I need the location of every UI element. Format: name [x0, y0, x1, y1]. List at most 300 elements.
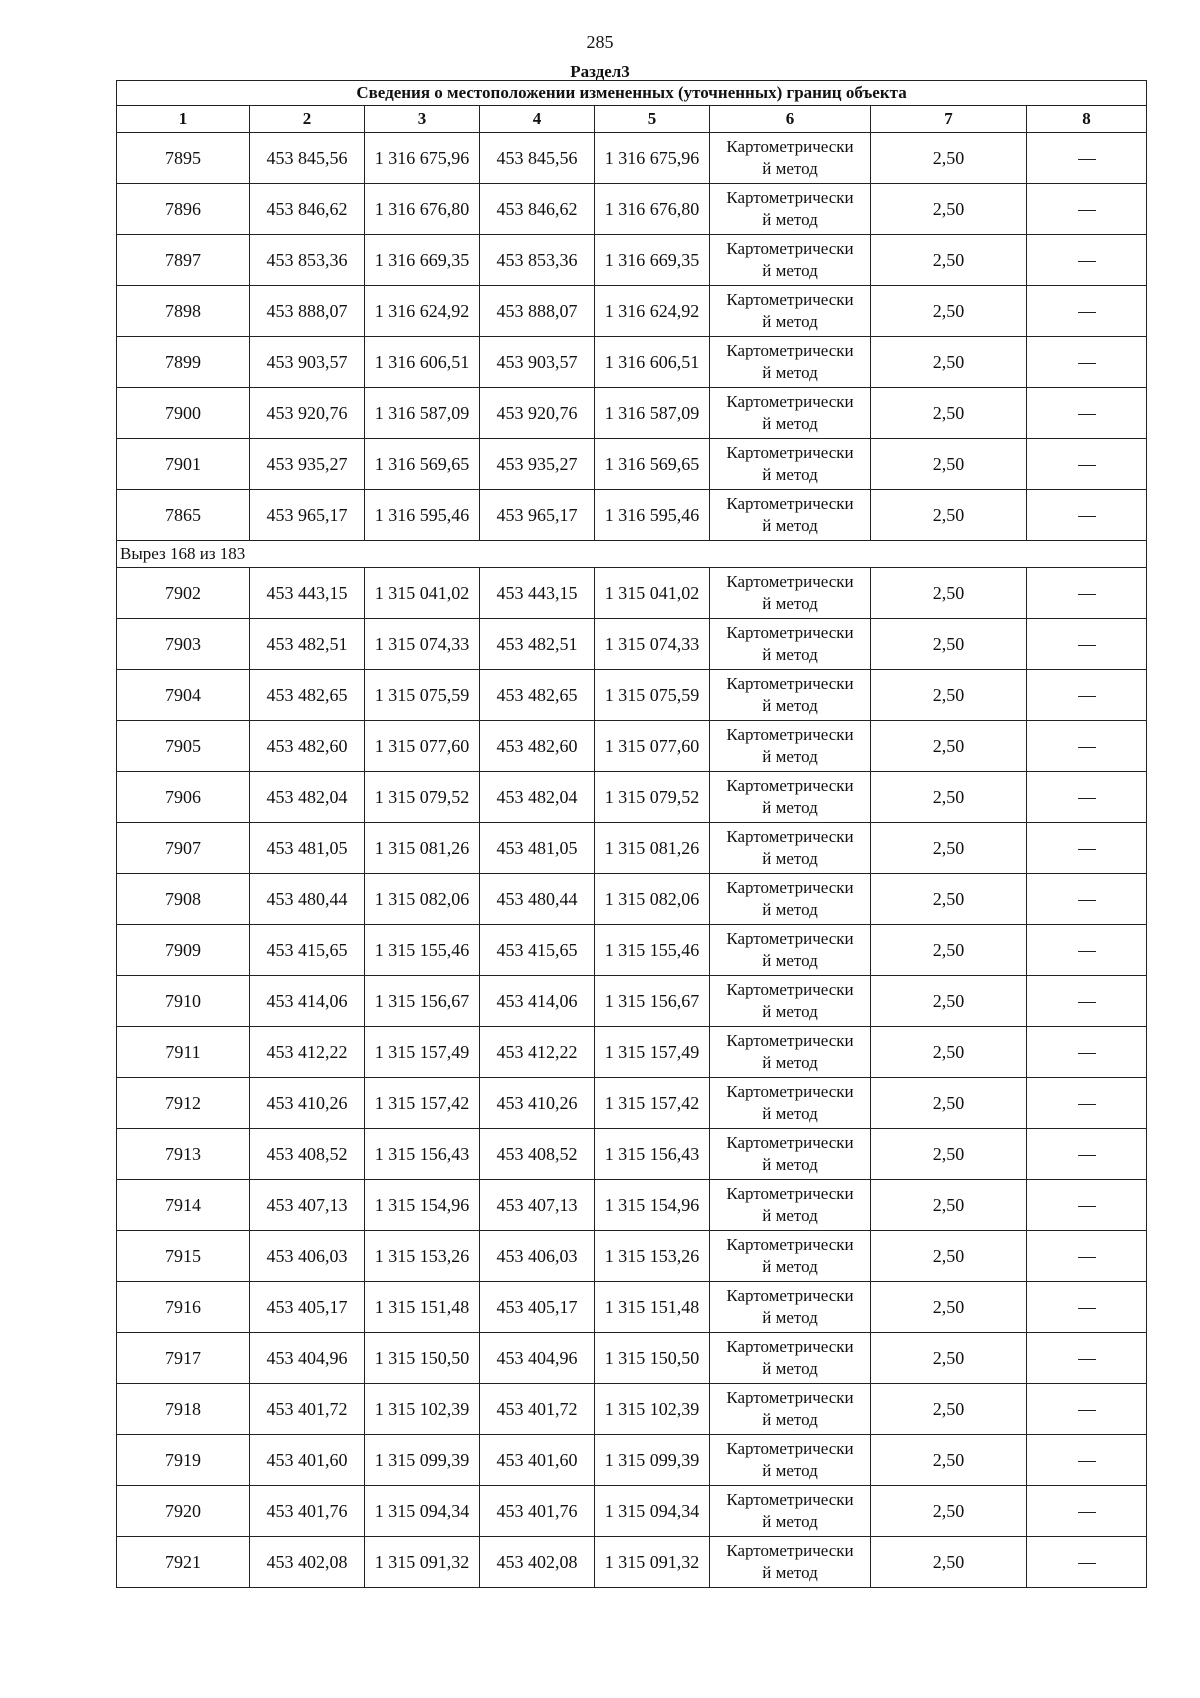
- dash-mark: [1078, 1104, 1096, 1105]
- description-cell: [1027, 286, 1147, 337]
- refined-y-cell: 1 315 082,06: [595, 874, 710, 925]
- precision-cell: 2,50: [871, 823, 1027, 874]
- description-cell: [1027, 1180, 1147, 1231]
- table-row: [117, 1180, 1147, 1231]
- method-cell: [710, 184, 871, 235]
- refined-x-cell: 453 845,56: [480, 133, 595, 184]
- table-caption: Сведения о местоположении измененных (уточненных) границ объекта: [117, 81, 1147, 106]
- method-line: Картометрически: [726, 827, 854, 846]
- dash-mark: [1078, 210, 1096, 211]
- existing-x-cell: 453 410,26: [250, 1078, 365, 1129]
- method-cell: [710, 1027, 871, 1078]
- existing-y-cell: 1 315 156,43: [365, 1129, 480, 1180]
- point-number-cell: 7903: [117, 619, 250, 670]
- method-line: Картометрически: [726, 1082, 854, 1101]
- method-line: Картометрически: [726, 929, 854, 948]
- refined-y-cell: 1 315 091,32: [595, 1537, 710, 1588]
- refined-y-cell: 1 316 606,51: [595, 337, 710, 388]
- method-line: й метод: [762, 900, 818, 919]
- refined-y-cell: 1 315 074,33: [595, 619, 710, 670]
- cutout-row: [117, 541, 1147, 568]
- table-row: [117, 721, 1147, 772]
- dash-mark: [1078, 1461, 1096, 1462]
- precision-cell: 2,50: [871, 1078, 1027, 1129]
- method-line: Картометрически: [726, 674, 854, 693]
- description-cell: [1027, 1333, 1147, 1384]
- method-line: й метод: [762, 1563, 818, 1582]
- existing-x-cell: 453 407,13: [250, 1180, 365, 1231]
- existing-x-cell: 453 481,05: [250, 823, 365, 874]
- dash-mark: [1078, 1563, 1096, 1564]
- refined-x-cell: 453 480,44: [480, 874, 595, 925]
- point-number-cell: 7906: [117, 772, 250, 823]
- point-number-cell: 7915: [117, 1231, 250, 1282]
- method-cell: [710, 337, 871, 388]
- column-number: 8: [1027, 106, 1147, 133]
- dash-mark: [1078, 1308, 1096, 1309]
- description-cell: [1027, 1486, 1147, 1537]
- description-cell: [1027, 1078, 1147, 1129]
- existing-y-cell: 1 316 595,46: [365, 490, 480, 541]
- dash-mark: [1078, 1053, 1096, 1054]
- method-line: й метод: [762, 1308, 818, 1327]
- refined-x-cell: 453 481,05: [480, 823, 595, 874]
- method-cell: [710, 568, 871, 619]
- method-line: й метод: [762, 1410, 818, 1429]
- dash-mark: [1078, 312, 1096, 313]
- method-line: й метод: [762, 261, 818, 280]
- point-number-cell: 7921: [117, 1537, 250, 1588]
- point-number-cell: 7918: [117, 1384, 250, 1435]
- refined-y-cell: 1 316 675,96: [595, 133, 710, 184]
- method-line: Картометрически: [726, 1235, 854, 1254]
- method-cell: [710, 1537, 871, 1588]
- precision-cell: 2,50: [871, 925, 1027, 976]
- refined-y-cell: 1 315 157,49: [595, 1027, 710, 1078]
- dash-mark: [1078, 696, 1096, 697]
- point-number-cell: 7902: [117, 568, 250, 619]
- existing-x-cell: 453 408,52: [250, 1129, 365, 1180]
- precision-cell: 2,50: [871, 337, 1027, 388]
- method-cell: [710, 670, 871, 721]
- description-cell: [1027, 133, 1147, 184]
- method-line: Картометрически: [726, 1184, 854, 1203]
- refined-x-cell: 453 406,03: [480, 1231, 595, 1282]
- method-cell: [710, 976, 871, 1027]
- method-line: Картометрически: [726, 1286, 854, 1305]
- method-line: Картометрически: [726, 572, 854, 591]
- method-line: й метод: [762, 594, 818, 613]
- table-row: [117, 1435, 1147, 1486]
- method-cell: [710, 1486, 871, 1537]
- precision-cell: 2,50: [871, 1129, 1027, 1180]
- refined-x-cell: 453 888,07: [480, 286, 595, 337]
- existing-x-cell: 453 412,22: [250, 1027, 365, 1078]
- method-cell: [710, 1180, 871, 1231]
- dash-mark: [1078, 798, 1096, 799]
- method-cell: [710, 388, 871, 439]
- description-cell: [1027, 619, 1147, 670]
- refined-y-cell: 1 315 041,02: [595, 568, 710, 619]
- method-line: й метод: [762, 210, 818, 229]
- precision-cell: 2,50: [871, 1435, 1027, 1486]
- refined-x-cell: 453 482,60: [480, 721, 595, 772]
- refined-y-cell: 1 316 624,92: [595, 286, 710, 337]
- point-number-cell: 7900: [117, 388, 250, 439]
- column-number-row: [117, 106, 1147, 133]
- refined-x-cell: 453 405,17: [480, 1282, 595, 1333]
- refined-x-cell: 453 482,65: [480, 670, 595, 721]
- method-cell: [710, 1129, 871, 1180]
- refined-x-cell: 453 401,60: [480, 1435, 595, 1486]
- refined-y-cell: 1 315 157,42: [595, 1078, 710, 1129]
- existing-y-cell: 1 315 041,02: [365, 568, 480, 619]
- existing-y-cell: 1 315 075,59: [365, 670, 480, 721]
- dash-mark: [1078, 1410, 1096, 1411]
- refined-y-cell: 1 316 595,46: [595, 490, 710, 541]
- dash-mark: [1078, 645, 1096, 646]
- precision-cell: 2,50: [871, 1537, 1027, 1588]
- refined-x-cell: 453 404,96: [480, 1333, 595, 1384]
- precision-cell: 2,50: [871, 490, 1027, 541]
- existing-x-cell: 453 406,03: [250, 1231, 365, 1282]
- existing-x-cell: 453 935,27: [250, 439, 365, 490]
- description-cell: [1027, 1537, 1147, 1588]
- existing-y-cell: 1 315 154,96: [365, 1180, 480, 1231]
- description-cell: [1027, 772, 1147, 823]
- dash-mark: [1078, 1002, 1096, 1003]
- dash-mark: [1078, 900, 1096, 901]
- description-cell: [1027, 388, 1147, 439]
- point-number-cell: 7897: [117, 235, 250, 286]
- refined-x-cell: 453 935,27: [480, 439, 595, 490]
- precision-cell: 2,50: [871, 184, 1027, 235]
- refined-y-cell: 1 315 077,60: [595, 721, 710, 772]
- existing-x-cell: 453 845,56: [250, 133, 365, 184]
- point-number-cell: 7909: [117, 925, 250, 976]
- method-line: Картометрически: [726, 392, 854, 411]
- table-row: [117, 439, 1147, 490]
- method-line: Картометрически: [726, 137, 854, 156]
- dash-mark: [1078, 516, 1096, 517]
- existing-y-cell: 1 315 157,42: [365, 1078, 480, 1129]
- precision-cell: 2,50: [871, 1384, 1027, 1435]
- existing-x-cell: 453 405,17: [250, 1282, 365, 1333]
- point-number-cell: 7865: [117, 490, 250, 541]
- table-row: [117, 286, 1147, 337]
- point-number-cell: 7907: [117, 823, 250, 874]
- existing-y-cell: 1 315 082,06: [365, 874, 480, 925]
- refined-y-cell: 1 315 153,26: [595, 1231, 710, 1282]
- column-number: 1: [117, 106, 250, 133]
- existing-x-cell: 453 965,17: [250, 490, 365, 541]
- refined-x-cell: 453 482,04: [480, 772, 595, 823]
- refined-y-cell: 1 315 150,50: [595, 1333, 710, 1384]
- existing-x-cell: 453 482,51: [250, 619, 365, 670]
- existing-y-cell: 1 316 669,35: [365, 235, 480, 286]
- table-caption-row: [117, 81, 1147, 106]
- method-line: й метод: [762, 1002, 818, 1021]
- existing-y-cell: 1 316 587,09: [365, 388, 480, 439]
- method-line: й метод: [762, 1053, 818, 1072]
- description-cell: [1027, 874, 1147, 925]
- method-line: Картометрически: [726, 1337, 854, 1356]
- method-line: й метод: [762, 159, 818, 178]
- existing-y-cell: 1 316 606,51: [365, 337, 480, 388]
- precision-cell: 2,50: [871, 976, 1027, 1027]
- table-row: [117, 772, 1147, 823]
- refined-y-cell: 1 315 099,39: [595, 1435, 710, 1486]
- table-row: [117, 337, 1147, 388]
- precision-cell: 2,50: [871, 1180, 1027, 1231]
- existing-x-cell: 453 903,57: [250, 337, 365, 388]
- table-row: [117, 235, 1147, 286]
- method-line: й метод: [762, 516, 818, 535]
- precision-cell: 2,50: [871, 1333, 1027, 1384]
- method-cell: [710, 1333, 871, 1384]
- table-row: [117, 1333, 1147, 1384]
- method-line: й метод: [762, 1155, 818, 1174]
- method-line: Картометрически: [726, 290, 854, 309]
- method-line: й метод: [762, 1461, 818, 1480]
- method-line: й метод: [762, 1512, 818, 1531]
- precision-cell: 2,50: [871, 1027, 1027, 1078]
- existing-y-cell: 1 316 675,96: [365, 133, 480, 184]
- method-line: й метод: [762, 1206, 818, 1225]
- existing-y-cell: 1 315 155,46: [365, 925, 480, 976]
- existing-x-cell: 453 482,04: [250, 772, 365, 823]
- column-number: 7: [871, 106, 1027, 133]
- refined-x-cell: 453 965,17: [480, 490, 595, 541]
- dash-mark: [1078, 594, 1096, 595]
- description-cell: [1027, 670, 1147, 721]
- dash-mark: [1078, 363, 1096, 364]
- precision-cell: 2,50: [871, 133, 1027, 184]
- table-row: [117, 1027, 1147, 1078]
- dash-mark: [1078, 747, 1096, 748]
- description-cell: [1027, 1435, 1147, 1486]
- existing-x-cell: 453 402,08: [250, 1537, 365, 1588]
- dash-mark: [1078, 1512, 1096, 1513]
- method-line: Картометрически: [726, 623, 854, 642]
- point-number-cell: 7917: [117, 1333, 250, 1384]
- dash-mark: [1078, 261, 1096, 262]
- description-cell: [1027, 721, 1147, 772]
- refined-x-cell: 453 903,57: [480, 337, 595, 388]
- point-number-cell: 7908: [117, 874, 250, 925]
- point-number-cell: 7914: [117, 1180, 250, 1231]
- refined-x-cell: 453 402,08: [480, 1537, 595, 1588]
- refined-x-cell: 453 407,13: [480, 1180, 595, 1231]
- existing-x-cell: 453 415,65: [250, 925, 365, 976]
- precision-cell: 2,50: [871, 1486, 1027, 1537]
- point-number-cell: 7919: [117, 1435, 250, 1486]
- point-number-cell: 7895: [117, 133, 250, 184]
- method-cell: [710, 286, 871, 337]
- refined-y-cell: 1 315 154,96: [595, 1180, 710, 1231]
- refined-y-cell: 1 315 094,34: [595, 1486, 710, 1537]
- table-row: [117, 388, 1147, 439]
- point-number-cell: 7912: [117, 1078, 250, 1129]
- table-row: [117, 976, 1147, 1027]
- precision-cell: 2,50: [871, 286, 1027, 337]
- refined-y-cell: 1 316 669,35: [595, 235, 710, 286]
- table-row: [117, 1282, 1147, 1333]
- existing-x-cell: 453 846,62: [250, 184, 365, 235]
- existing-y-cell: 1 315 091,32: [365, 1537, 480, 1588]
- refined-y-cell: 1 316 676,80: [595, 184, 710, 235]
- method-cell: [710, 823, 871, 874]
- method-line: Картометрически: [726, 776, 854, 795]
- column-number: 6: [710, 106, 871, 133]
- table-row: [117, 925, 1147, 976]
- column-number: 5: [595, 106, 710, 133]
- existing-x-cell: 453 401,72: [250, 1384, 365, 1435]
- method-cell: [710, 772, 871, 823]
- method-cell: [710, 721, 871, 772]
- refined-y-cell: 1 315 075,59: [595, 670, 710, 721]
- method-line: Картометрически: [726, 188, 854, 207]
- table-row: [117, 619, 1147, 670]
- existing-x-cell: 453 853,36: [250, 235, 365, 286]
- table-row: [117, 184, 1147, 235]
- existing-x-cell: 453 482,65: [250, 670, 365, 721]
- table-row: [117, 1537, 1147, 1588]
- description-cell: [1027, 1384, 1147, 1435]
- existing-y-cell: 1 316 624,92: [365, 286, 480, 337]
- refined-y-cell: 1 315 151,48: [595, 1282, 710, 1333]
- refined-x-cell: 453 401,72: [480, 1384, 595, 1435]
- column-number: 2: [250, 106, 365, 133]
- method-cell: [710, 619, 871, 670]
- existing-y-cell: 1 315 081,26: [365, 823, 480, 874]
- existing-y-cell: 1 315 157,49: [365, 1027, 480, 1078]
- table-row: [117, 874, 1147, 925]
- refined-x-cell: 453 412,22: [480, 1027, 595, 1078]
- dash-mark: [1078, 1359, 1096, 1360]
- method-cell: [710, 490, 871, 541]
- dash-mark: [1078, 1206, 1096, 1207]
- existing-x-cell: 453 401,60: [250, 1435, 365, 1486]
- existing-y-cell: 1 315 079,52: [365, 772, 480, 823]
- method-cell: [710, 439, 871, 490]
- point-number-cell: 7913: [117, 1129, 250, 1180]
- existing-x-cell: 453 404,96: [250, 1333, 365, 1384]
- table-row: [117, 568, 1147, 619]
- point-number-cell: 7911: [117, 1027, 250, 1078]
- precision-cell: 2,50: [871, 874, 1027, 925]
- method-line: й метод: [762, 1104, 818, 1123]
- description-cell: [1027, 976, 1147, 1027]
- method-cell: [710, 1231, 871, 1282]
- existing-x-cell: 453 920,76: [250, 388, 365, 439]
- method-cell: [710, 133, 871, 184]
- refined-x-cell: 453 415,65: [480, 925, 595, 976]
- method-line: Картометрически: [726, 725, 854, 744]
- point-number-cell: 7916: [117, 1282, 250, 1333]
- table-row: [117, 490, 1147, 541]
- precision-cell: 2,50: [871, 670, 1027, 721]
- method-line: й метод: [762, 1359, 818, 1378]
- description-cell: [1027, 1231, 1147, 1282]
- method-line: й метод: [762, 363, 818, 382]
- table-row: [117, 823, 1147, 874]
- dash-mark: [1078, 951, 1096, 952]
- method-line: й метод: [762, 312, 818, 331]
- method-line: Картометрически: [726, 1133, 854, 1152]
- method-line: Картометрически: [726, 980, 854, 999]
- description-cell: [1027, 1027, 1147, 1078]
- refined-y-cell: 1 315 156,43: [595, 1129, 710, 1180]
- table-row: [117, 1129, 1147, 1180]
- existing-y-cell: 1 316 676,80: [365, 184, 480, 235]
- method-line: й метод: [762, 747, 818, 766]
- section-title: Раздел3: [570, 62, 630, 81]
- description-cell: [1027, 925, 1147, 976]
- precision-cell: 2,50: [871, 439, 1027, 490]
- existing-x-cell: 453 443,15: [250, 568, 365, 619]
- boundary-coordinates-table: [116, 80, 1147, 1588]
- refined-x-cell: 453 408,52: [480, 1129, 595, 1180]
- existing-y-cell: 1 315 150,50: [365, 1333, 480, 1384]
- refined-x-cell: 453 846,62: [480, 184, 595, 235]
- method-line: й метод: [762, 951, 818, 970]
- method-line: Картометрически: [726, 878, 854, 897]
- precision-cell: 2,50: [871, 568, 1027, 619]
- dash-mark: [1078, 1155, 1096, 1156]
- refined-y-cell: 1 315 155,46: [595, 925, 710, 976]
- refined-x-cell: 453 401,76: [480, 1486, 595, 1537]
- point-number-cell: 7899: [117, 337, 250, 388]
- point-number-cell: 7905: [117, 721, 250, 772]
- existing-y-cell: 1 315 151,48: [365, 1282, 480, 1333]
- refined-y-cell: 1 315 156,67: [595, 976, 710, 1027]
- method-line: й метод: [762, 465, 818, 484]
- method-line: й метод: [762, 849, 818, 868]
- table-row: [117, 133, 1147, 184]
- refined-y-cell: 1 316 587,09: [595, 388, 710, 439]
- existing-x-cell: 453 414,06: [250, 976, 365, 1027]
- table-row: [117, 1486, 1147, 1537]
- existing-y-cell: 1 315 074,33: [365, 619, 480, 670]
- method-cell: [710, 925, 871, 976]
- dash-mark: [1078, 849, 1096, 850]
- existing-y-cell: 1 315 156,67: [365, 976, 480, 1027]
- dash-mark: [1078, 159, 1096, 160]
- method-cell: [710, 1282, 871, 1333]
- description-cell: [1027, 823, 1147, 874]
- dash-mark: [1078, 1257, 1096, 1258]
- existing-y-cell: 1 315 077,60: [365, 721, 480, 772]
- precision-cell: 2,50: [871, 721, 1027, 772]
- description-cell: [1027, 1129, 1147, 1180]
- dash-mark: [1078, 414, 1096, 415]
- method-line: й метод: [762, 414, 818, 433]
- method-line: Картометрически: [726, 443, 854, 462]
- method-cell: [710, 1078, 871, 1129]
- refined-x-cell: 453 443,15: [480, 568, 595, 619]
- precision-cell: 2,50: [871, 235, 1027, 286]
- method-line: й метод: [762, 798, 818, 817]
- point-number-cell: 7910: [117, 976, 250, 1027]
- page-number: 285: [586, 32, 614, 52]
- precision-cell: 2,50: [871, 1282, 1027, 1333]
- existing-y-cell: 1 315 099,39: [365, 1435, 480, 1486]
- column-number: 3: [365, 106, 480, 133]
- description-cell: [1027, 337, 1147, 388]
- method-line: Картометрически: [726, 494, 854, 513]
- table-row: [117, 1384, 1147, 1435]
